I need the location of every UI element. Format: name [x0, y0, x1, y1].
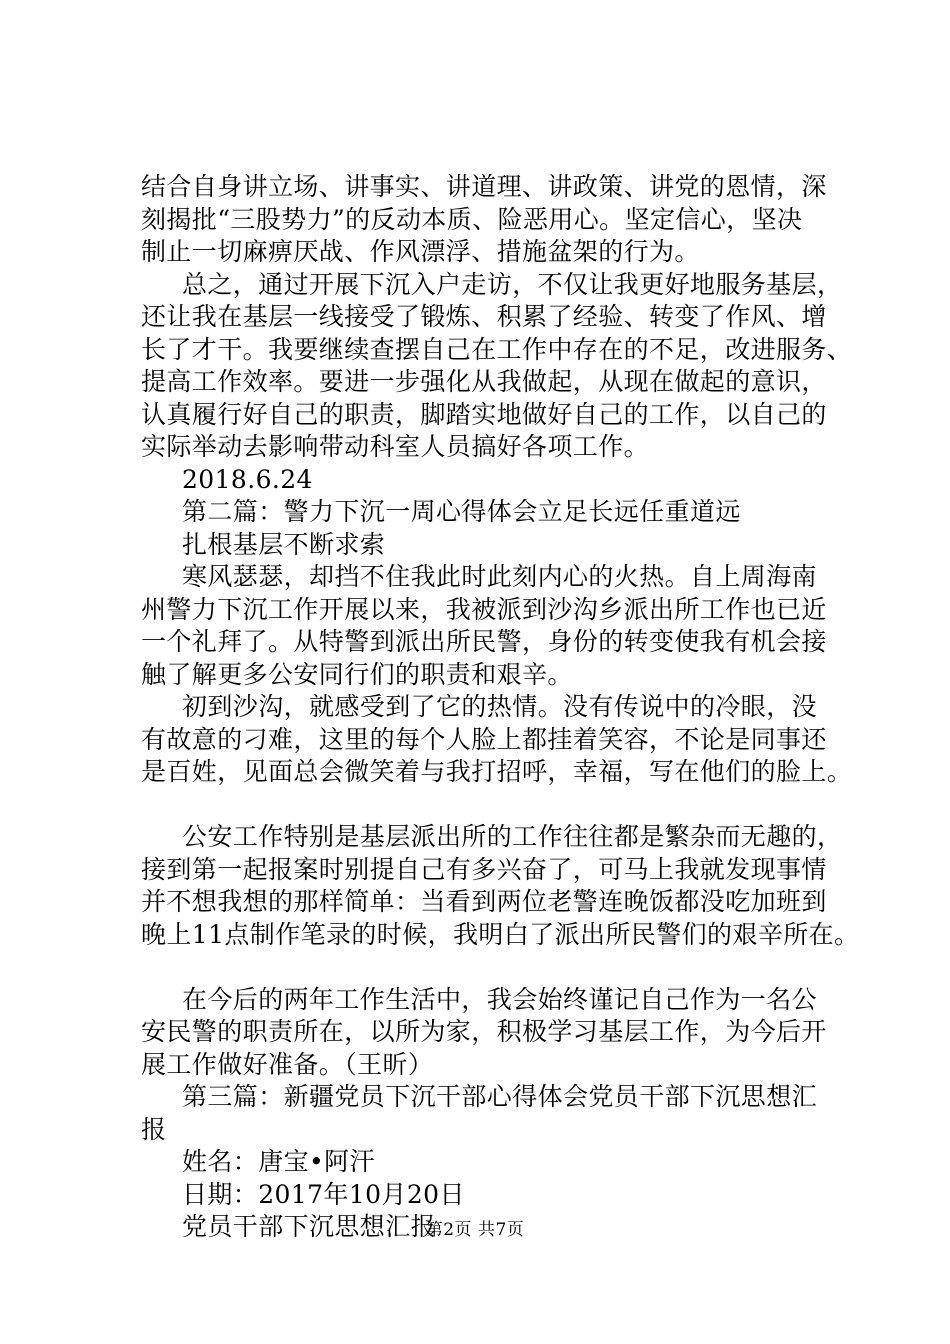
section-heading: 第三篇：新疆党员下沉干部心得体会党员干部下沉思想汇: [182, 1082, 818, 1111]
text-line: 总之，通过开展下沉入户走访，不仅让我更好地服务基层，: [182, 269, 843, 299]
text-line: 有故意的刁难，这里的每个人脸上都挂着笑容，不论是同事还: [141, 724, 827, 754]
paragraph-gap: [141, 951, 851, 984]
page-footer: 第2页 共7页: [425, 1220, 525, 1240]
text-line: 还让我在基层一线接受了锻炼、积累了经验、转变了作风、增: [141, 302, 827, 331]
text-line: 提高工作效率。要进一步强化从我做起，从现在做起的意识，: [141, 367, 827, 396]
date-line: 2018.6.24: [182, 464, 313, 494]
text-line: 实际举动去影响带动科室人员搞好各项工作。: [141, 432, 650, 461]
text-line: 公安工作特别是基层派出所的工作往往都是繁杂而无趣的，: [182, 822, 843, 851]
text-line: 是百姓，见面总会微笑着与我打招呼，幸福，写在他们的脸上。: [141, 757, 853, 786]
text-line: 安民警的职责所在，以所为家，积极学习基层工作，为今后开: [141, 1017, 827, 1046]
section-heading: 第二篇：警力下沉一周心得体会立足长远任重道远: [182, 497, 741, 526]
author-name: 姓名：唐宝•阿汗: [182, 1147, 375, 1176]
text-line: 寒风瑟瑟，却挡不住我此时此刻内心的火热。自上周海南: [182, 562, 818, 591]
text-line: 制止一切麻痹厌战、作风漂浮、措施盆架的行为。: [141, 237, 700, 266]
text-line: 州警力下沉工作开展以来，我被派到沙沟乡派出所工作也已近: [141, 594, 827, 624]
text-line: 在今后的两年工作生活中，我会始终谨记自己作为一名公: [182, 984, 818, 1014]
text-line: 结合自身讲立场、讲事实、讲道理、讲政策、讲党的恩情，深: [141, 172, 827, 201]
text-line: 并不想我想的那样简单：当看到两位老警连晚饭都没吃加班到: [141, 887, 827, 916]
text-line: 认真履行好自己的职责，脚踏实地做好自己的工作，以自己的: [141, 399, 827, 429]
text-line: 晚上11点制作笔录的时候，我明白了派出所民警们的艰辛所在。: [141, 919, 860, 949]
text-line: 接到第一起报案时别提自己有多兴奋了，可马上我就发现事情: [141, 854, 827, 884]
section-subheading: 扎根基层不断求索: [182, 529, 386, 559]
text-line: 一个礼拜了。从特警到派出所民警，身份的转变使我有机会接: [141, 627, 827, 656]
text-line: 触了解更多公安同行们的职责和艰辛。: [141, 659, 573, 689]
text-line: 长了才干。我要继续查摆自己在工作中存在的不足，改进服务、: [141, 334, 853, 364]
report-title: 党员干部下沉思想汇报: [182, 1212, 437, 1241]
text-line: 刻揭批“三股势力”的反动本质、险恶用心。坚定信心，坚决: [141, 204, 803, 234]
section-heading-continued: 报: [141, 1114, 167, 1144]
text-line: 展工作做好准备。（王昕）: [141, 1049, 434, 1079]
report-date: 日期：2017年10月20日: [182, 1179, 465, 1209]
paragraph-gap: [141, 789, 851, 822]
text-line: 初到沙沟，就感受到了它的热情。没有传说中的冷眼，没: [182, 692, 818, 721]
document-body: [141, 171, 860, 1244]
